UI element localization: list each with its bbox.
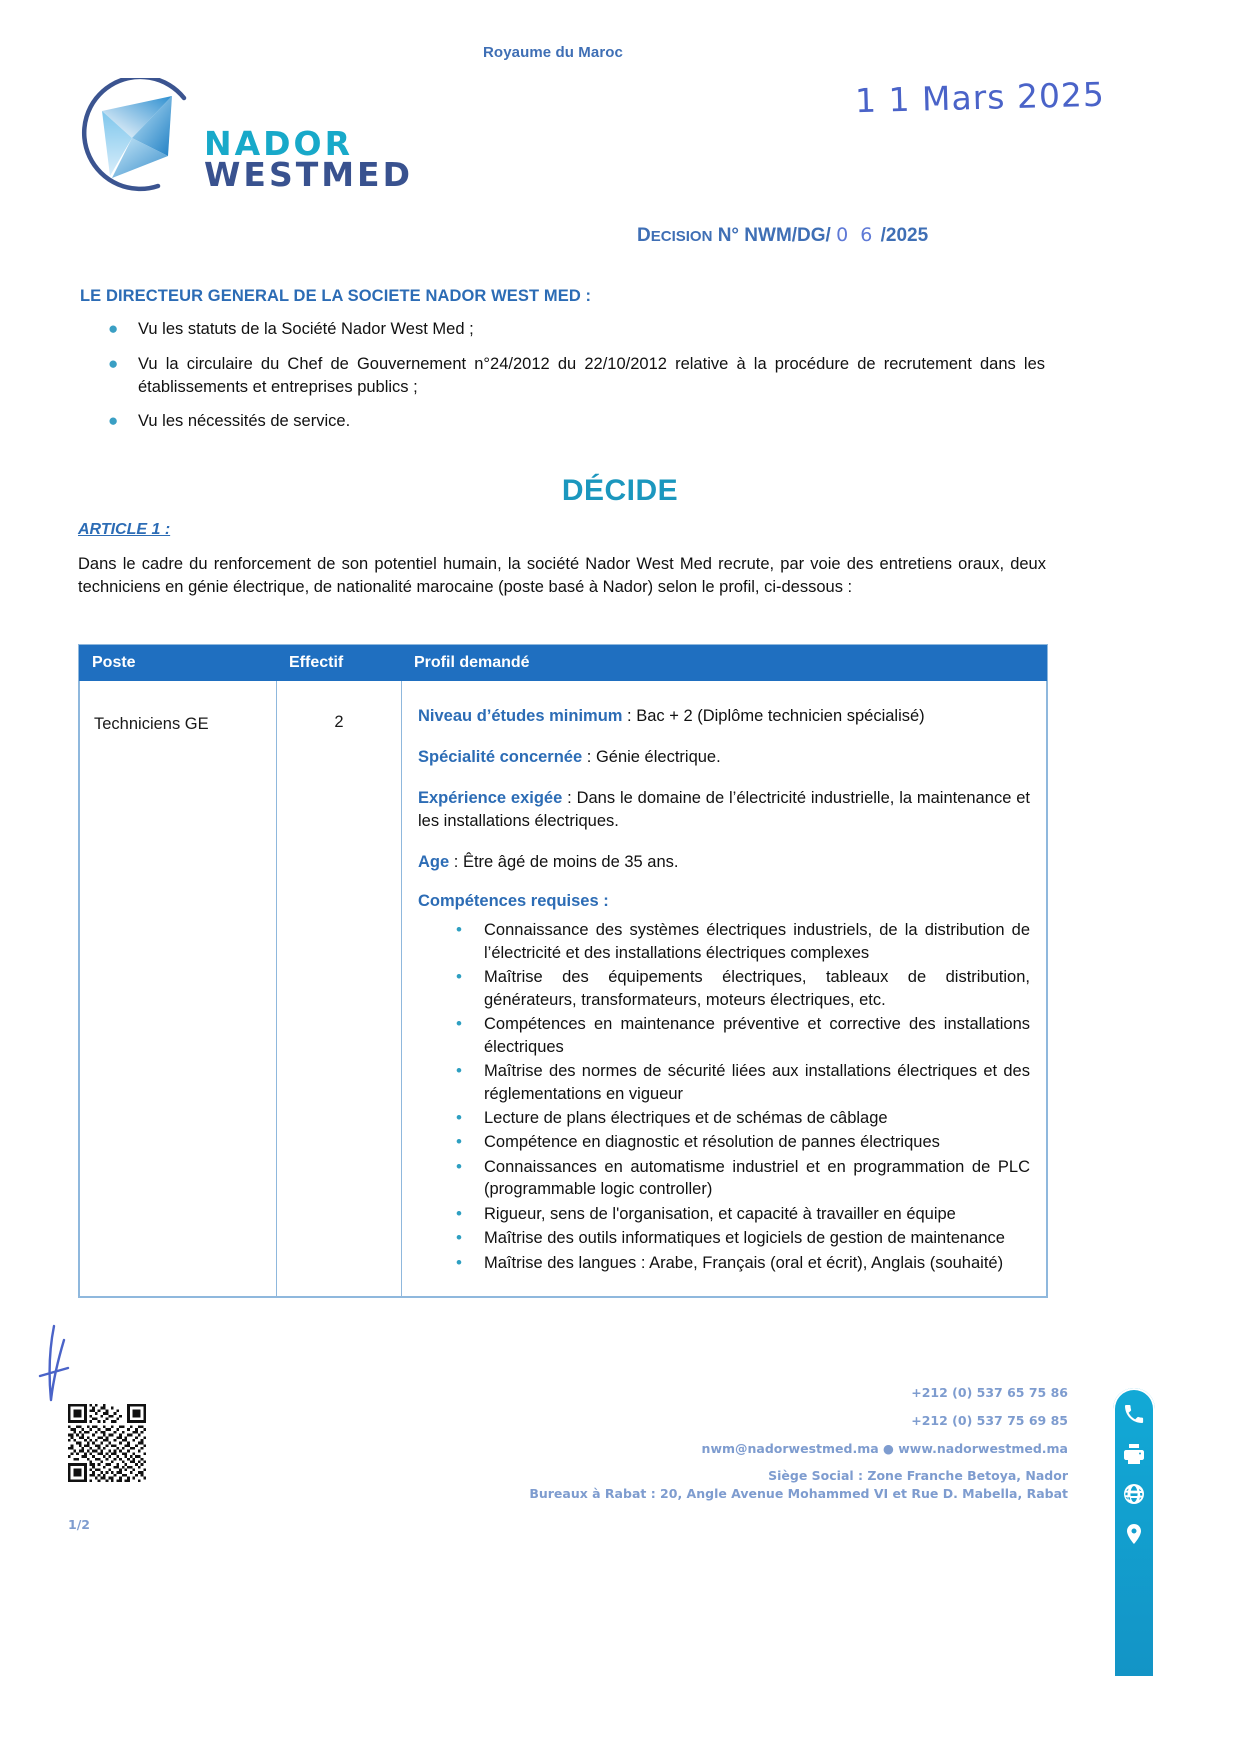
cell-effectif: 2: [277, 681, 402, 1297]
article-1-paragraph: Dans le cadre du renforcement de son potentiel humain, la société Nador West Med recrute, par voie des entretiens oraux, deux techniciens en génie électrique, de nationalité marocaine (poste basé à Nador) selon le profil, ci-dessous :: [78, 555, 1046, 597]
decision-number-line: [637, 224, 928, 247]
director-general-title: LE DIRECTEUR GENERAL DE LA SOCIETE NADOR WEST MED :: [80, 287, 592, 305]
decision-year-suffix: /2025: [880, 225, 929, 246]
fax-icon: [1122, 1442, 1146, 1466]
cell-profil: [402, 681, 1047, 1297]
consideration-text: Vu la circulaire du Chef de Gouvernement n°24/2012 du 22/10/2012 relative à la procédure de recrutement dans les établissements et entreprises publics ;: [138, 354, 1045, 396]
bullet-icon: ●: [108, 411, 119, 431]
logo-mark-icon: [72, 78, 202, 196]
list-item: • Lecture de plans électriques et de schémas de câblage: [452, 1107, 1030, 1129]
list-item: [80, 410, 1045, 433]
consideration-text: Vu les nécessités de service.: [138, 412, 351, 431]
decision-word-prefix: D: [637, 225, 651, 246]
skills-heading: Compétences requises :: [418, 892, 609, 911]
field-label: Niveau d’études minimum: [418, 707, 623, 725]
list-item: • Connaissance des systèmes électriques industriels, de la distribution de l’électricité et des installations électriques complexes: [452, 919, 1030, 964]
field-separator: :: [622, 707, 637, 725]
profile-field: [418, 746, 1030, 769]
profile-field: [418, 705, 1030, 728]
page-number: 1/2: [68, 1517, 90, 1532]
decision-word-rest: ECISION: [650, 228, 713, 245]
footer-phone-1: +212 (0) 537 65 75 86: [911, 1385, 1068, 1400]
column-header-effectif: Effectif: [277, 646, 402, 681]
company-logo: [72, 78, 413, 218]
field-label: Expérience exigée: [418, 789, 563, 808]
list-item: • Maîtrise des langues : Arabe, Français (oral et écrit), Anglais (souhaité): [452, 1252, 1030, 1274]
footer-icon-strip: [1113, 1388, 1155, 1678]
field-separator: :: [562, 789, 577, 808]
list-item: • Maîtrise des outils informatiques et logiciels de gestion de maintenance: [452, 1227, 1030, 1249]
field-separator: :: [582, 748, 596, 767]
list-item: • Maîtrise des équipements électriques, tableaux de distribution, générateurs, transformateurs, moteurs électriques, etc.: [452, 966, 1030, 1011]
list-item: • Compétence en diagnostic et résolution de pannes électriques: [452, 1131, 1030, 1153]
field-separator: :: [449, 853, 463, 872]
logo-line-westmed: WESTMED: [204, 155, 413, 195]
footer-phone-2: +212 (0) 537 75 69 85: [911, 1412, 1068, 1428]
profile-table: [78, 644, 1048, 1298]
consideration-text: Vu les statuts de la Société Nador West Med ;: [138, 320, 474, 338]
field-value: Dans le domaine de l’électricité industrielle, la maintenance et les installations électriques.: [418, 789, 1030, 831]
list-item: • Maîtrise des normes de sécurité liées aux installations électriques et des réglementations en vigueur: [452, 1060, 1030, 1105]
logo-wordmark: [204, 124, 413, 195]
article-1-label: ARTICLE 1 :: [78, 521, 171, 538]
field-label: Spécialité concernée: [418, 748, 583, 767]
logo-line-nador: NADOR: [204, 124, 354, 163]
column-header-poste: Poste: [80, 646, 277, 681]
bullet-icon: ●: [108, 353, 119, 373]
profile-field: [418, 787, 1030, 833]
field-value: Être âgé de moins de 35 ans.: [462, 853, 679, 872]
footer-address-headquarters: Siège Social : Zone Franche Betoya, Nador: [768, 1468, 1068, 1484]
location-pin-icon: [1122, 1522, 1146, 1546]
phone-icon: [1122, 1402, 1146, 1426]
footer-email-website[interactable]: nwm@nadorwestmed.ma ● www.nadorwestmed.ma: [701, 1440, 1068, 1456]
list-item: • Compétences en maintenance préventive et corrective des installations électriques: [452, 1013, 1030, 1058]
handwritten-date: 1 1 Mars 2025: [854, 74, 1106, 121]
field-label: Age: [418, 853, 450, 872]
considerations-list: [80, 318, 1045, 445]
list-item: • Connaissances en automatisme industriel et en programmation de PLC (programmable logic controller): [452, 1156, 1030, 1201]
skills-list: [418, 919, 1030, 1274]
decision-ref-label: N° NWM/DG/: [717, 225, 831, 246]
list-item: [80, 318, 1045, 341]
globe-icon: [1122, 1482, 1146, 1506]
field-value: Génie électrique.: [595, 748, 721, 767]
footer-contact-block: [529, 1386, 1068, 1501]
column-header-profil: Profil demandé: [402, 646, 1047, 681]
table-row: [80, 681, 1047, 1297]
footer-address-rabat: Bureaux à Rabat : 20, Angle Avenue Mohammed VI et Rue D. Mabella, Rabat: [529, 1486, 1068, 1501]
table-header-row: [80, 646, 1047, 681]
field-value: Bac + 2 (Diplôme technicien spécialisé): [636, 707, 925, 725]
profile-field: [418, 851, 1030, 874]
decision-handwritten-number: 0 6: [836, 224, 876, 246]
handwritten-signature: [34, 1322, 104, 1412]
list-item: • Rigueur, sens de l'organisation, et capacité à travailler en équipe: [452, 1203, 1030, 1225]
list-item: [80, 353, 1045, 399]
decide-heading: DÉCIDE: [561, 474, 679, 507]
bullet-icon: ●: [108, 319, 119, 338]
cell-poste: [80, 681, 277, 1297]
poste-value: Techniciens GE: [94, 715, 209, 733]
kingdom-label: Royaume du Maroc: [483, 44, 623, 61]
qr-code: [68, 1404, 146, 1482]
